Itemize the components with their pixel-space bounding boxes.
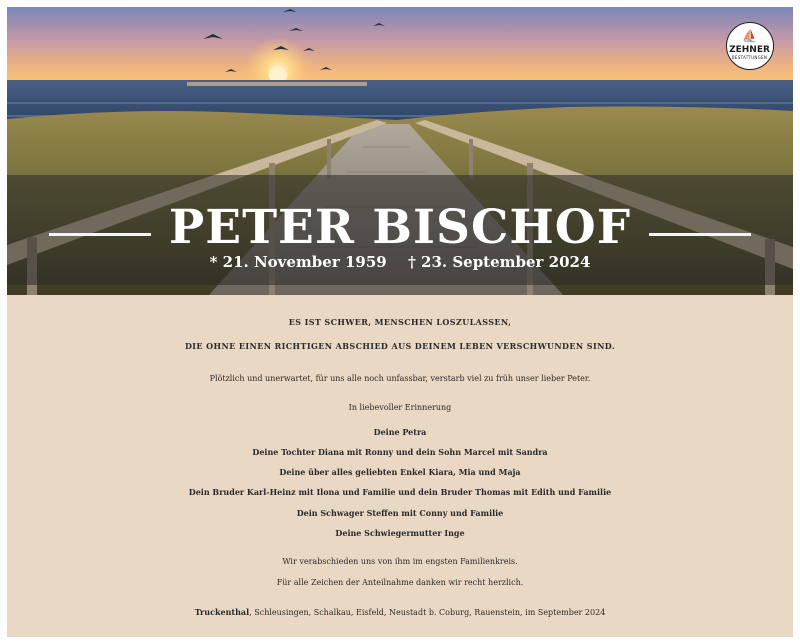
quote-line-2: DIE OHNE EINEN RICHTIGEN ABSCHIED AUS DEINEM LEBEN VERSCHWUNDEN SIND. <box>184 341 616 351</box>
life-dates <box>7 253 793 271</box>
announcement: Plötzlich und unerwartet, für uns alle noch unfassbar, verstarb viel zu früh unser lieber Peter. <box>209 374 591 383</box>
memory-intro: In liebevoller Erinnerung <box>348 403 452 412</box>
right-divider <box>649 233 751 236</box>
quote-line-1: ES IST SCHWER, MENSCHEN LOSZULASSEN, <box>288 317 512 327</box>
left-divider <box>49 233 151 236</box>
closing-line-2: Für alle Zeichen der Anteilnahme danken wir recht herzlich. <box>276 578 524 587</box>
mourner-line: Deine über alles geliebten Enkel Kiara, Mia und Maja <box>279 467 521 477</box>
logo-name: ZEHNER <box>729 45 770 55</box>
birth-date: * 21. November 1959 <box>209 253 387 271</box>
location-line <box>7 607 793 617</box>
closing-line-1: Wir verabschieden uns von ihm im engsten Familienkreis. <box>282 557 518 566</box>
mourner-line: Deine Tochter Diana mit Ronny und dein Sohn Marcel mit Sandra <box>252 447 548 457</box>
deceased-name: PETER BISCHOF <box>168 199 632 255</box>
boat-icon: ⛵ <box>742 29 757 43</box>
other-locations: , Schleusingen, Schalkau, Eisfeld, Neustadt b. Coburg, Rauenstein, im September 2024 <box>249 608 606 617</box>
mourner-line: Dein Bruder Karl-Heinz mit Ilona und Familie und dein Bruder Thomas mit Edith und Familie <box>188 487 612 497</box>
mourner-line: Dein Schwager Steffen mit Conny und Familie <box>296 508 504 518</box>
name-row <box>7 197 793 257</box>
obituary-card <box>7 7 793 637</box>
death-date: † 23. September 2024 <box>407 253 591 271</box>
logo-subtitle: BESTATTUNGEN <box>731 55 768 60</box>
primary-location: Truckenthal <box>194 607 250 617</box>
mourner-line: Deine Petra <box>373 427 427 437</box>
mourner-line: Deine Schwiegermutter Inge <box>335 528 465 538</box>
funeral-home-logo <box>726 22 774 70</box>
